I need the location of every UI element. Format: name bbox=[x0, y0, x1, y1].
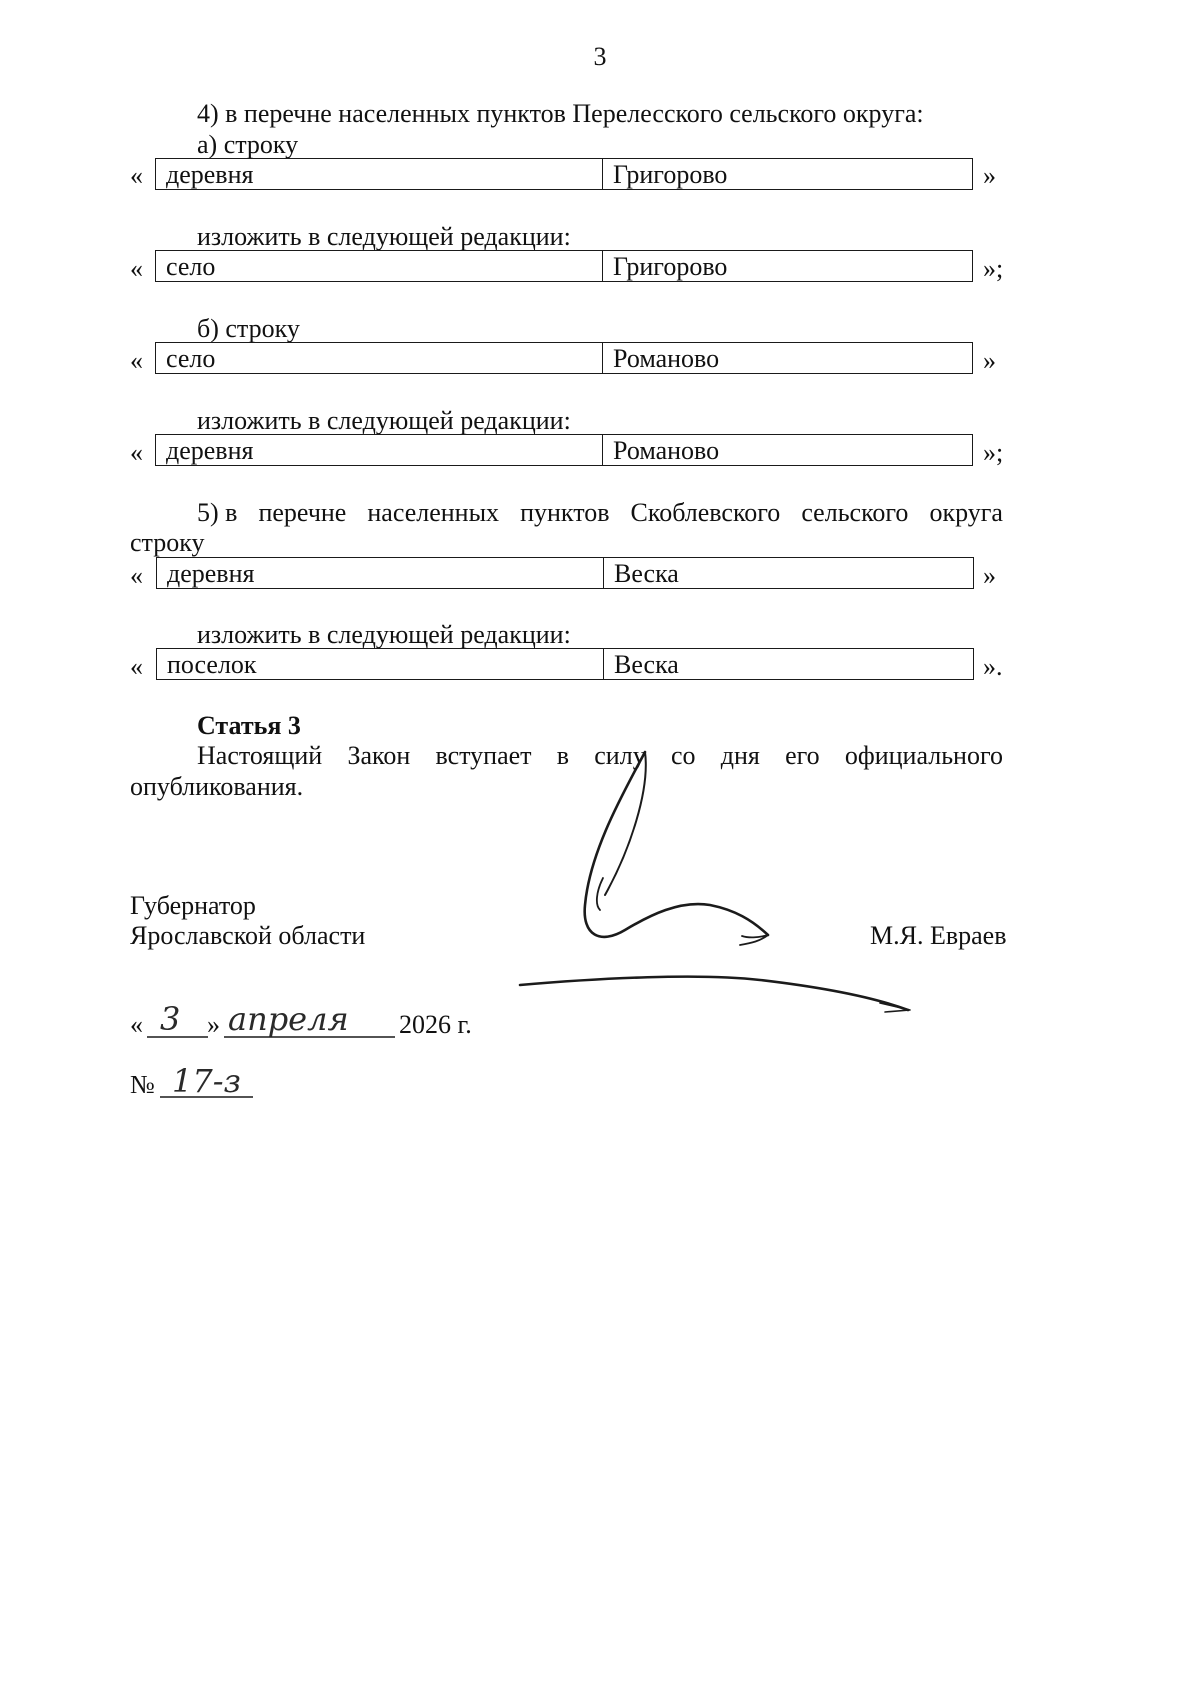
word: 5) в bbox=[197, 498, 238, 527]
row-name-cell: Романово bbox=[613, 436, 720, 465]
quote-open: « bbox=[130, 561, 143, 590]
word: Скоблевского bbox=[630, 498, 781, 527]
word: сельского bbox=[801, 498, 909, 527]
date-day-handwritten: 3 bbox=[160, 1000, 181, 1038]
quote-close: »; bbox=[983, 254, 1004, 283]
quote-close: » bbox=[983, 346, 996, 375]
date-open-quote: « bbox=[130, 1010, 143, 1039]
date-year: 2026 г. bbox=[399, 1010, 472, 1039]
row-name-cell: Григорово bbox=[613, 160, 728, 189]
quote-close: »; bbox=[983, 438, 1004, 467]
number-prefix: № bbox=[130, 1070, 155, 1099]
word: в bbox=[556, 741, 570, 770]
word: его bbox=[785, 741, 820, 770]
quote-close: » bbox=[983, 561, 996, 590]
row-kind-cell: деревня bbox=[156, 159, 603, 189]
row-kind-cell: село bbox=[156, 251, 603, 281]
word: Настоящий bbox=[197, 741, 323, 770]
word: дня bbox=[720, 741, 760, 770]
item5-heading-cont: строку bbox=[130, 528, 205, 557]
page-number: 3 bbox=[593, 42, 607, 71]
change-label: изложить в следующей редакции: bbox=[197, 620, 571, 649]
quote-open: « bbox=[130, 254, 143, 283]
signatory-name: М.Я. Евраев bbox=[870, 921, 1007, 950]
word: вступает bbox=[435, 741, 532, 770]
quote-open: « bbox=[130, 652, 143, 681]
signatory-region: Ярославской области bbox=[130, 921, 366, 950]
law-number-handwritten: 17-з bbox=[172, 1062, 241, 1100]
row-name-cell: Веска bbox=[614, 650, 679, 679]
quote-open: « bbox=[130, 161, 143, 190]
change-label: изложить в следующей редакции: bbox=[197, 222, 571, 251]
word: перечне bbox=[258, 498, 347, 527]
word: официального bbox=[844, 741, 1003, 770]
item4-heading: 4) в перечне населенных пунктов Перелесского сельского округа: bbox=[197, 99, 924, 128]
signatory-position: Губернатор bbox=[130, 891, 256, 920]
change-label: изложить в следующей редакции: bbox=[197, 406, 571, 435]
article-title: Статья 3 bbox=[197, 711, 301, 740]
row-name-cell: Романово bbox=[613, 344, 720, 373]
word: округа bbox=[929, 498, 1003, 527]
word: силу bbox=[594, 741, 646, 770]
item4b-label: б) строку bbox=[197, 314, 300, 343]
item4a-label: а) строку bbox=[197, 130, 299, 159]
date-close-quote: » bbox=[207, 1010, 220, 1039]
word: Закон bbox=[347, 741, 411, 770]
row-name-cell: Веска bbox=[614, 559, 679, 588]
word: пунктов bbox=[520, 498, 610, 527]
row-name-cell: Григорово bbox=[613, 252, 728, 281]
quote-open: « bbox=[130, 438, 143, 467]
quote-close: » bbox=[983, 161, 996, 190]
quote-open: « bbox=[130, 346, 143, 375]
word: населенных bbox=[367, 498, 500, 527]
row-kind-cell: деревня bbox=[157, 558, 604, 588]
word: со bbox=[670, 741, 696, 770]
article-text-cont: опубликования. bbox=[130, 772, 304, 801]
row-kind-cell: поселок bbox=[157, 649, 604, 679]
quote-close: ». bbox=[983, 652, 1003, 681]
date-month-handwritten: апреля bbox=[228, 1000, 349, 1038]
row-kind-cell: деревня bbox=[156, 435, 603, 465]
row-kind-cell: село bbox=[156, 343, 603, 373]
